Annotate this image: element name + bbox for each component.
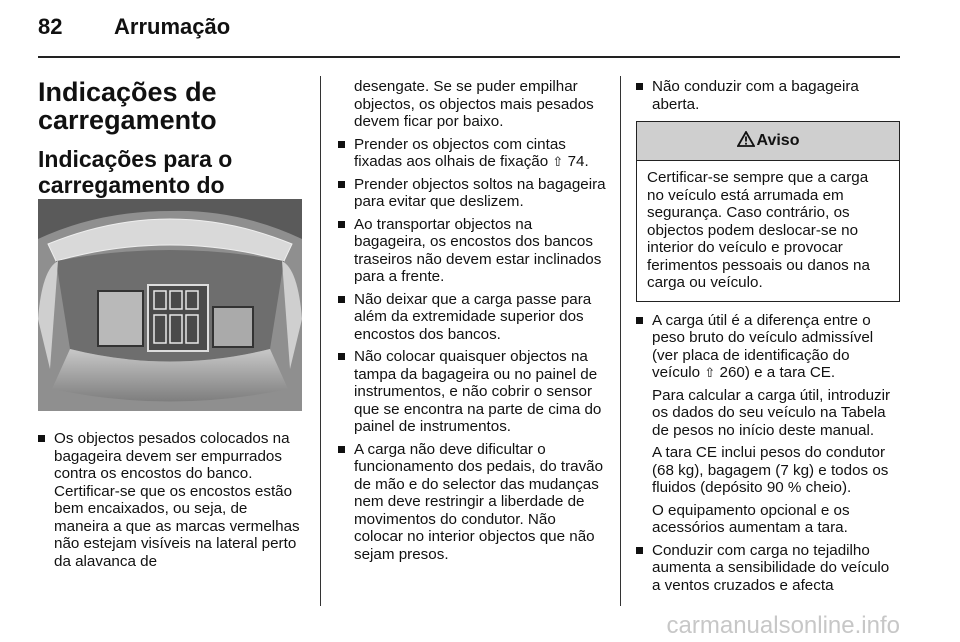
list-item-text: A carga útil é a diferença entre o peso bruto do veículo admissível (ver placa de identificação do veículo [652, 311, 874, 381]
bullet-square-icon [338, 353, 345, 360]
column-divider-1 [320, 76, 321, 606]
list-item-text: Não colocar quaisquer objectos na tampa da bagageira ou no painel de instrumentos, e não cobrir o sensor que se encontra na parte de cima do painel de instrumentos. [354, 348, 602, 435]
bullet-square-icon [338, 141, 345, 148]
list-item [338, 291, 606, 344]
list-item-text: A carga não deve dificultar o funcionamento dos pedais, do travão de mão e do selector das mudanças nem deve restringir a liberdade de movimentos do condutor. Não colocar no interior objectos que não sejam presos. [354, 440, 604, 563]
warning-triangle-icon [737, 131, 755, 152]
list-item [338, 136, 606, 171]
list-item [38, 430, 306, 570]
list-item [338, 441, 606, 564]
page-header [38, 14, 900, 44]
list-item-text: Não conduzir com a bagageira aberta. [652, 78, 859, 113]
bullet-square-icon [338, 181, 345, 188]
warning-header [637, 122, 899, 161]
list-item [338, 176, 606, 211]
list-item-paragraph: O equipamento opcional e os acessórios aumentam a tara. [652, 501, 850, 536]
section-title: Arrumação [114, 14, 231, 39]
bullet-square-icon [338, 221, 345, 228]
list-item [636, 78, 900, 113]
bullet-square-icon [338, 296, 345, 303]
column-3 [636, 78, 900, 599]
bullet-square-icon [338, 446, 345, 453]
page-number: 82 [38, 14, 63, 39]
list-item-text: Não deixar que a carga passe para além da extremidade superior dos encostos dos bancos. [354, 290, 592, 343]
warning-text: Certificar-se sempre que a carga no veículo está arrumada em segurança. Caso contrário, os objectos podem deslocar-se no interior do veículo e provocar ferimentos pessoais ou danos na carga ou veículo. [647, 169, 870, 291]
bullet-square-icon [636, 547, 643, 554]
trunk-photo-svg [38, 199, 302, 411]
bullet-square-icon [636, 83, 643, 90]
list-item [636, 312, 900, 537]
warning-title: Aviso [756, 132, 800, 150]
list-item-text: Ao transportar objectos na bagageira, os encostos dos bancos traseiros não devem estar inclinados para a frente. [354, 215, 602, 285]
list-item-paragraph: A tara CE inclui pesos do condutor (68 kg), bagagem (7 kg) e todos os fluidos (depósito 90 % cheio). [652, 444, 889, 496]
watermark[interactable]: carmanualsonline.info [666, 612, 900, 639]
warning-box [636, 121, 900, 302]
list-item-text: Conduzir com carga no tejadilho aumenta a sensibilidade do veículo a ventos cruzados e afecta [652, 541, 890, 594]
reference-arrow-icon: ⇧ [704, 365, 716, 380]
continued-paragraph: desengate. Se se puder empilhar objectos, os objectos mais pesados devem ficar por baixo. [354, 78, 594, 130]
list-item-text: Prender objectos soltos na bagageira para evitar que deslizem. [354, 175, 606, 210]
page-reference: 260) e a tara CE. [719, 364, 836, 381]
column-divider-2 [620, 76, 621, 606]
reference-arrow-icon: ⇧ [552, 154, 564, 169]
column-2 [338, 78, 606, 568]
list-item [338, 216, 606, 286]
list-item-text: Prender os objectos com cintas fixadas aos olhais de fixação [354, 135, 566, 170]
trunk-loading-illustration [38, 199, 302, 411]
page-reference: 74. [567, 153, 589, 170]
column-1-text [38, 430, 306, 575]
bullet-square-icon [38, 435, 45, 442]
list-item-text: Os objectos pesados colocados na bagageira devem ser empurrados contra os encostos do banco. Certificar-se que os encostos estão bem encaixados, ou seja, de maneira a que as marcas vermelhas não estejam visíveis na lateral perto da alavanca de [54, 430, 300, 570]
bullet-square-icon [636, 317, 643, 324]
list-item-paragraph: Para calcular a carga útil, introduzir os dados do seu veículo na Tabela de pesos no início deste manual. [652, 386, 891, 439]
list-item [636, 542, 900, 595]
page-title: Indicações de carregamento [38, 77, 217, 135]
subsection-title: Indicações para o carregamento do [38, 146, 233, 198]
list-item [338, 348, 606, 436]
header-rule [38, 56, 900, 58]
